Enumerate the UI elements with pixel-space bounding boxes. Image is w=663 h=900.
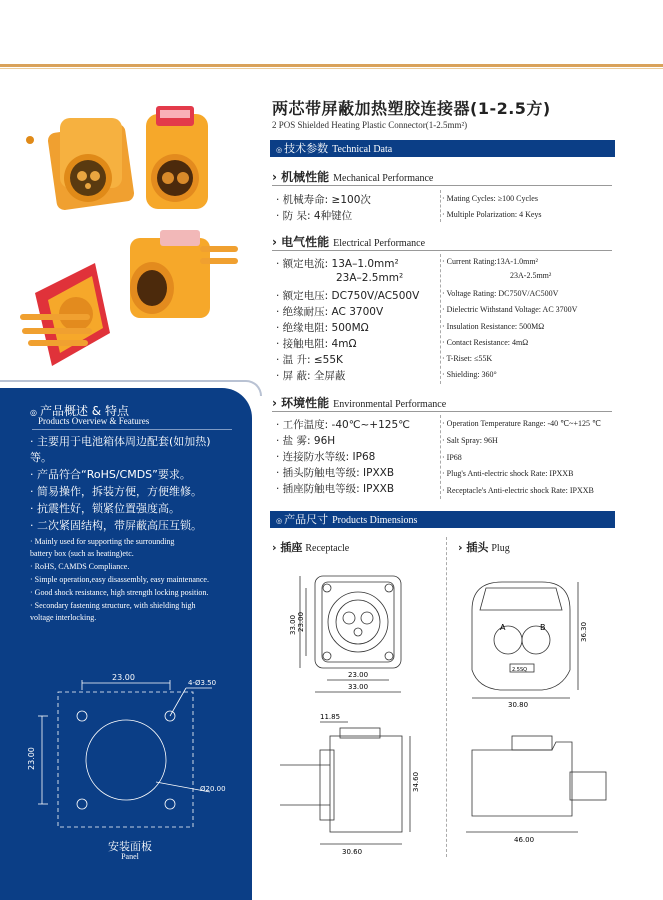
bullet-circle-icon: ◎ [276, 146, 283, 154]
electrical-divider [440, 254, 441, 384]
environmental-heading: › 环境性能 Environmental Performance [272, 396, 447, 410]
mech-row-cn: · 防 呆: 4种键位 [276, 210, 353, 222]
overview-cn-6: · 二次紧固结构，带屏蔽高压互锁。 [30, 519, 202, 532]
panel-dim-holes: 4-Ø3.50 [188, 679, 217, 687]
elec-row-cn: · 绝缘耐压: AC 3700V [276, 306, 384, 318]
overview-cn-3: · 产品符合“RoHS/CMDS”要求。 [30, 468, 191, 481]
chevron-right-icon: › [458, 541, 467, 554]
env-row-en: · IP68 [442, 453, 462, 462]
env-row-en: · Receptacle's Anti-electric shock Rate: IPXXB [442, 486, 594, 495]
plug-mark-b: B [540, 623, 546, 632]
panel-label-cn: 安装面板 [108, 840, 152, 853]
mech-row-en: · Multiple Polarization: 4 Keys [442, 210, 542, 219]
mech-row-en: · Mating Cycles: ≥100 Cycles [442, 194, 538, 203]
rec-dim: 33.00 [348, 683, 369, 691]
electrical-rule [272, 250, 612, 251]
overview-cn-1: · 主要用于电池箱体周边配套(如加热) [30, 435, 211, 448]
elec-row-en: · Shielding: 360° [442, 370, 497, 379]
elec-row-en: 23A-2.5mm² [510, 271, 552, 280]
mech-row-cn: · 机械寿命: ≥100次 [276, 194, 371, 206]
bullet-circle-icon: ◎ [30, 408, 37, 417]
section-technical: ◎ 技术参数 Technical Data [270, 140, 615, 157]
elec-row-en: · Voltage Rating: DC750V/AC500V [442, 289, 559, 298]
plug-dim: 36.30 [580, 621, 588, 642]
plug-heading: › 插头 Plug [458, 541, 510, 554]
plug-dim: 30.80 [508, 701, 529, 709]
rec-dim: 30.60 [342, 848, 363, 856]
environmental-rule [272, 411, 612, 412]
overview-cn-2: 等。 [30, 451, 52, 464]
elec-row-cn: · 温 升: ≤55K [276, 354, 343, 366]
chevron-right-icon: › [272, 170, 282, 184]
elec-row-cn: 23A–2.5mm² [336, 272, 404, 284]
overview-en-5: · Good shock resistance, high strength locking position. [30, 588, 209, 597]
env-row-cn: · 盐 雾: 96H [276, 435, 336, 447]
elec-row-cn: · 额定电流: 13A–1.0mm² [276, 258, 399, 270]
top-rule [0, 64, 663, 67]
overview-en-1: · Mainly used for supporting the surrounding [30, 537, 175, 546]
env-row-en: · Operation Temperature Range: -40 ℃~+125 ℃ [442, 419, 601, 428]
connector-image-3 [20, 230, 238, 366]
elec-row-en: · Dielectric Withstand Voltage: AC 3700V [442, 305, 578, 314]
chevron-right-icon: › [272, 541, 281, 554]
mechanical-divider [440, 190, 441, 222]
section-dimensions: ◎ 产品尺寸 Products Dimensions [270, 511, 615, 528]
chevron-right-icon: › [272, 396, 282, 410]
plug-mark-a: A [500, 623, 506, 632]
page-subtitle: 2 POS Shielded Heating Plastic Connector(1-2.5mm²) [272, 120, 468, 130]
elec-row-en: · Insulation Resistance: 500MΩ [442, 322, 545, 331]
overview-en-6: · Secondary fastening structure, with shielding high [30, 601, 196, 610]
overview-en-2: battery box (such as heating)etc. [30, 549, 134, 558]
overview-cn-4: · 简易操作，拆装方便，方便维修。 [30, 485, 202, 498]
overview-rule [32, 429, 232, 430]
rec-dim: 11.85 [320, 713, 341, 721]
elec-row-cn: · 额定电压: DC750V/AC500V [276, 290, 420, 302]
bullet-circle-icon: ◎ [276, 517, 283, 525]
env-row-cn: · 插头防触电等级: IPXXB [276, 467, 395, 479]
plug-mark-size: 2.5SQ [512, 667, 528, 673]
chevron-right-icon: › [272, 235, 282, 249]
panel-dim-hole: Ø20.00 [200, 785, 226, 793]
rec-dim: 33.00 [289, 614, 297, 635]
elec-row-en: · T-Riset: ≤55K [442, 354, 493, 363]
elec-row-cn: · 接触电阻: 4mΩ [276, 338, 357, 350]
env-row-cn: · 工作温度: -40℃~+125℃ [276, 419, 410, 431]
rec-dim: 23.00 [348, 671, 369, 679]
overview-en-7: voltage interlocking. [30, 613, 97, 622]
rec-dim: 34.60 [412, 771, 420, 792]
elec-row-en: · Current Rating:13A-1.0mm² [442, 257, 538, 266]
product-photo [0, 78, 255, 383]
elec-row-cn: · 绝缘电阻: 500MΩ [276, 322, 369, 334]
elec-row-en: · Contact Resistance: 4mΩ [442, 338, 529, 347]
panel-dim-side: 23.00 [27, 747, 36, 770]
receptacle-heading: › 插座 Receptacle [272, 541, 350, 554]
plug-dim: 46.00 [514, 836, 535, 844]
receptacle-drawing [270, 560, 442, 864]
mechanical-heading: › 机械性能 Mechanical Performance [272, 170, 434, 184]
env-row-en: · Plug's Anti-electric shock Rate: IPXXB [442, 469, 574, 478]
rec-dim: 23.00 [297, 611, 305, 632]
overview-title: ◎ 产品概述 & 特点 [30, 404, 129, 418]
env-row-cn: · 连接防水等级: IP68 [276, 451, 376, 463]
connector-image-1 [26, 118, 135, 211]
connector-image-2 [146, 106, 208, 209]
top-rule-thin [0, 68, 663, 69]
electrical-heading: › 电气性能 Electrical Performance [272, 235, 426, 249]
plug-drawing [452, 560, 612, 864]
overview-cn-5: · 抗震性好，锁紧位置强度高。 [30, 502, 180, 515]
environmental-divider [440, 415, 441, 499]
page-title: 两芯带屏蔽加热塑胶连接器(1-2.5方) [272, 99, 551, 118]
env-row-cn: · 插座防触电等级: IPXXB [276, 483, 395, 495]
dimensions-divider [446, 537, 447, 857]
overview-en-3: · RoHS, CAMDS Compliance. [30, 562, 130, 571]
overview-en-4: · Simple operation,easy disassembly, easy maintenance. [30, 575, 209, 584]
elec-row-cn: · 屏 蔽: 全屏蔽 [276, 370, 346, 382]
mechanical-rule [272, 185, 612, 186]
env-row-en: · Salt Spray: 96H [442, 436, 498, 445]
panel-dim-top: 23.00 [112, 673, 135, 682]
panel-label-en: Panel [121, 852, 139, 861]
overview-subtitle: Products Overview & Features [38, 416, 150, 426]
